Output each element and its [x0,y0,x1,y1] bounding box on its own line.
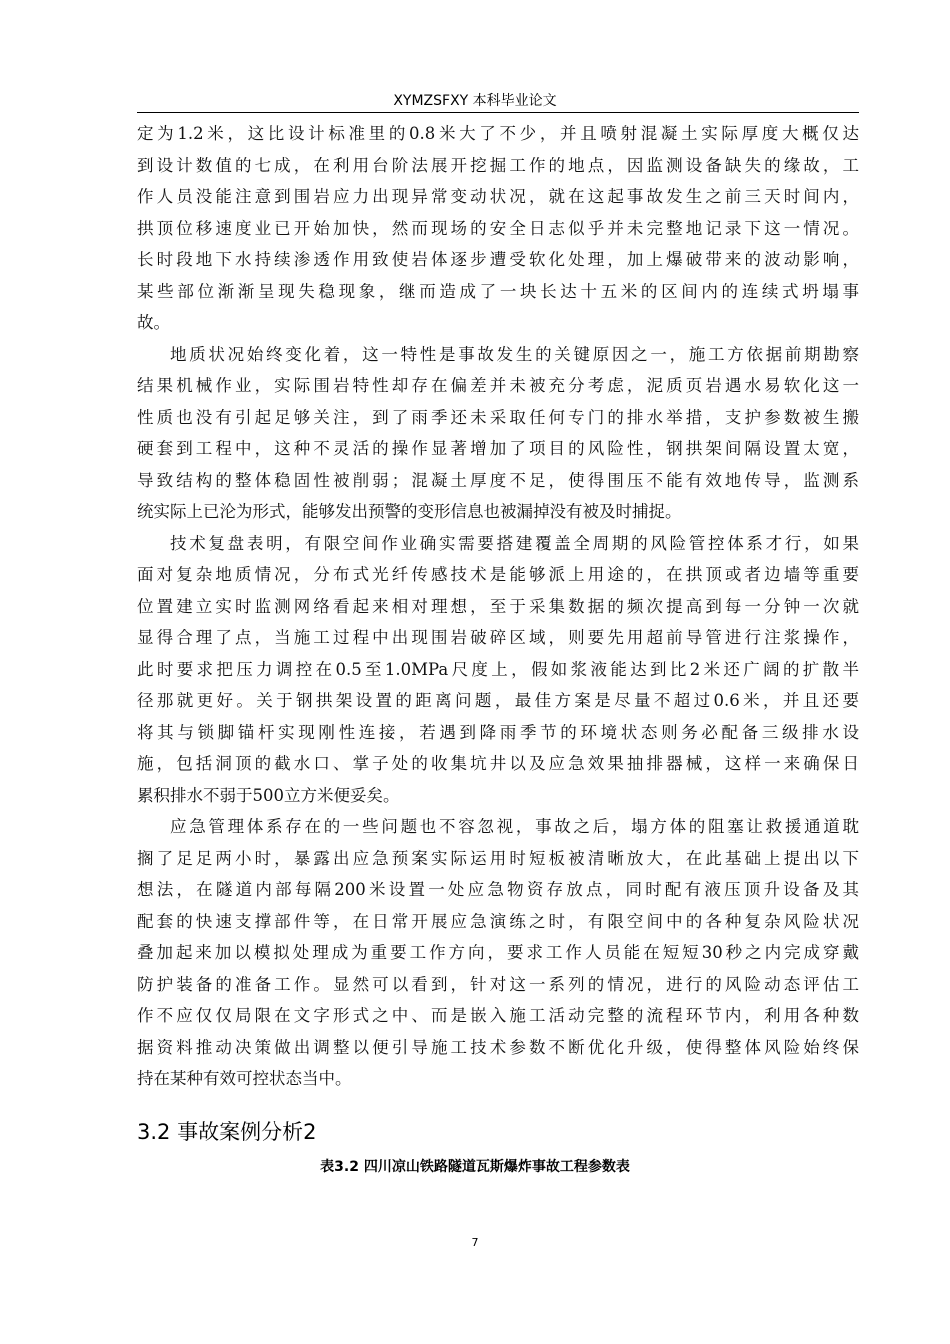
paragraph-line: 位置建立实时监测网络看起来相对理想，至于采集数据的频次提高到每一分钟一次就 [137,596,859,616]
page-number: 7 [471,1236,479,1249]
paragraph-line: 拱顶位移速度业已开始加快，然而现场的安全日志似乎并未完整地记录下这一情况。 [137,218,859,238]
paragraph-line: 技术复盘表明，有限空间作业确实需要搭建覆盖全周期的风险管控体系才行，如果 [170,533,859,553]
paragraph-line: 硬套到工程中，这种不灵活的操作显著增加了项目的风险性，钢拱架间隔设置太宽， [137,439,859,458]
paragraph [137,528,859,812]
paragraph-line: 将其与锁脚锚杆实现刚性连接，若遇到降雨季节的环境状态则务必配备三级排水设 [137,722,859,742]
paragraph-line: 长时段地下水持续渗透作用致使岩体逐步遭受软化处理，加上爆破带来的波动影响， [137,250,859,269]
paragraph-line: 结果机械作业，实际围岩特性却存在偏差并未被充分考虑，泥质页岩遇水易软化这一 [137,376,859,395]
paragraph-line: 施，包括洞顶的截水口、掌子处的收集坑井以及应急效果抽排器械，这样一来确保日 [137,754,859,773]
paragraph-line: 显得合理了点，当施工过程中出现围岩破碎区域，则要先用超前导管进行注浆操作， [137,628,859,647]
paragraph-line: 防护装备的准备工作。显然可以看到，针对这一系列的情况，进行的风险动态评估工 [137,974,859,994]
section-heading: 3.2 事故案例分析2 [137,1120,317,1144]
paragraph [137,339,859,528]
body-text [137,118,859,1095]
paragraph-line: 叠加起来加以模拟处理成为重要工作方向，要求工作人员能在短短30秒之内完成穿戴 [137,943,859,962]
paragraph-line: 累积排水不弱于500立方米便妥矣。 [137,785,400,805]
paragraph-line: 到设计数值的七成，在利用台阶法展开挖掘工作的地点，因监测设备缺失的缘故，工 [137,155,859,175]
paragraph-line: 配套的快速支撑部件等，在日常开展应急演练之时，有限空间中的各种复杂风险状况 [137,911,859,931]
table-caption: 表3.2 四川凉山铁路隧道瓦斯爆炸事故工程参数表 [320,1159,630,1175]
header-divider [137,112,859,113]
paragraph [137,118,859,339]
page-header: XYMZSFXY 本科毕业论文 [393,93,557,109]
paragraph [137,811,859,1095]
paragraph-line: 作不应仅仅局限在文字形式之中、而是嵌入施工活动完整的流程环节内，利用各种数 [137,1006,859,1025]
paragraph-line: 地质状况始终变化着，这一特性是事故发生的关键原因之一，施工方依据前期勘察 [170,344,859,364]
paragraph-line: 故。 [137,313,170,332]
paragraph-line: 面对复杂地质情况，分布式光纤传感技术是能够派上用途的，在拱顶或者边墙等重要 [137,565,859,584]
paragraph-line: 搁了足足两小时，暴露出应急预案实际运用时短板被清晰放大，在此基础上提出以下 [137,848,859,868]
paragraph-line: 某些部位渐渐呈现失稳现象，继而造成了一块长达十五米的区间内的连续式坍塌事 [137,281,859,301]
paragraph-line: 导致结构的整体稳固性被削弱；混凝土厚度不足，使得围压不能有效地传导，监测系 [137,470,859,490]
paragraph-line: 定为1.2米，这比设计标准里的0.8米大了不少，并且喷射混凝土实际厚度大概仅达 [137,124,859,143]
paragraph-line: 据资料推动决策做出调整以便引导施工技术参数不断优化升级，使得整体风险始终保 [137,1037,859,1057]
paragraph-line: 应急管理体系存在的一些问题也不容忽视，事故之后，塌方体的阻塞让救援通道耽 [170,817,859,836]
paragraph-line: 持在某种有效可控状态当中。 [137,1069,352,1088]
paragraph-line: 性质也没有引起足够关注，到了雨季还未采取任何专门的排水举措，支护参数被生搬 [137,407,859,427]
paragraph-line: 统实际上已沦为形式，能够发出预警的变形信息也被漏掉没有被及时捕捉。 [137,502,682,521]
paragraph-line: 径那就更好。关于钢拱架设置的距离问题，最佳方案是尽量不超过0.6米，并且还要 [137,691,859,710]
paragraph-line: 此时要求把压力调控在0.5至1.0MPa尺度上，假如浆液能达到比2米还广阔的扩散半 [137,659,859,679]
paragraph-line: 作人员没能注意到围岩应力出现异常变动状况，就在这起事故发生之前三天时间内， [137,187,859,206]
paragraph-line: 想法，在隧道内部每隔200米设置一处应急物资存放点，同时配有液压顶升设备及其 [137,880,859,899]
